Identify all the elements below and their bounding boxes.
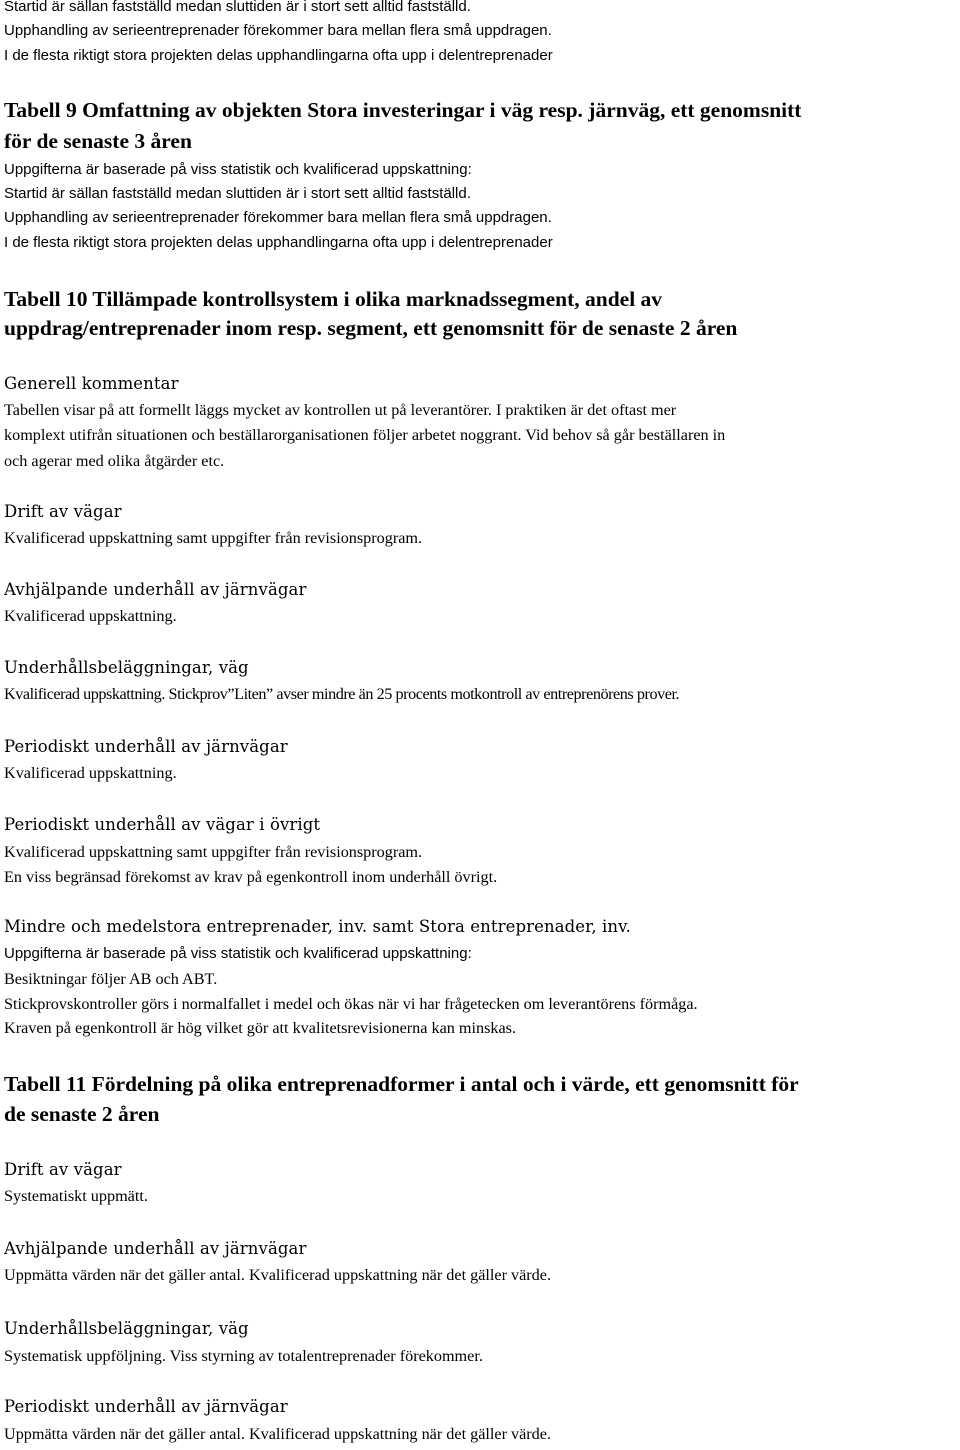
t11-pjarn-heading: Periodiskt underhåll av järnvägar — [4, 1397, 288, 1416]
t11-drift-text: Systematiskt uppmätt. — [4, 1187, 148, 1205]
table9-line-1: Uppgifterna är baserade på viss statistik och kvalificerad uppskattning: — [4, 161, 472, 178]
intro-line-2: Upphandling av serieentreprenader förekommer bara mellan flera små uppdragen. — [4, 22, 552, 39]
t10-mindre-line-1: Uppgifterna är baserade på viss statistik och kvalificerad uppskattning: — [4, 945, 472, 962]
t10-ubel-heading: Underhållsbeläggningar, väg — [4, 658, 249, 677]
general-comment-line-3: och agerar med olika åtgärder etc. — [4, 452, 225, 470]
t11-drift-heading: Drift av vägar — [4, 1160, 122, 1179]
t10-pjarn-heading: Periodiskt underhåll av järnvägar — [4, 737, 288, 756]
general-comment-heading: Generell kommentar — [4, 374, 179, 393]
t10-avhj-heading: Avhjälpande underhåll av järnvägar — [4, 580, 307, 599]
t10-drift-text: Kvalificerad uppskattning samt uppgifter från revisionsprogram. — [4, 529, 423, 547]
general-comment-line-1: Tabellen visar på att formellt läggs mycket av kontrollen ut på leverantörer. I praktiken är det oftast mer — [4, 401, 677, 419]
table11-title-line1: Tabell 11 Fördelning på olika entreprenadformer i antal och i värde, ett genomsnitt för — [4, 1072, 799, 1096]
table10-title-line1: Tabell 10 Tillämpade kontrollsystem i olika marknadssegment, andel av — [4, 287, 663, 311]
table9-line-3: Upphandling av serieentreprenader förekommer bara mellan flera små uppdragen. — [4, 209, 552, 226]
t10-mindre-line-4: Kraven på egenkontroll är hög vilket gör att kvalitetsrevisionerna kan minskas. — [4, 1019, 517, 1037]
t10-povr-heading: Periodiskt underhåll av vägar i övrigt — [4, 815, 321, 834]
t11-ubel-heading: Underhållsbeläggningar, väg — [4, 1319, 249, 1338]
table9-line-2: Startid är sällan fastställd medan sluttiden är i stort sett alltid fastställd. — [4, 185, 471, 202]
table9-line-4: I de flesta riktigt stora projekten delas upphandlingarna ofta upp i delentreprenader — [4, 234, 553, 251]
table9-title-line2: för de senaste 3 åren — [4, 129, 192, 153]
t10-mindre-line-3: Stickprovskontroller görs i normalfallet i medel och ökas när vi har frågetecken om leverantörens förmåga. — [4, 995, 698, 1013]
t10-avhj-text: Kvalificerad uppskattning. — [4, 607, 177, 625]
t10-povr-line-1: Kvalificerad uppskattning samt uppgifter från revisionsprogram. — [4, 843, 423, 861]
t10-mindre-heading: Mindre och medelstora entreprenader, inv. samt Stora entreprenader, inv. — [4, 917, 631, 936]
t11-avhj-heading: Avhjälpande underhåll av järnvägar — [4, 1239, 307, 1258]
t10-ubel-text: Kvalificerad uppskattning. Stickprov”Liten” avser mindre än 25 procents motkontroll av entreprenörens prover. — [4, 685, 680, 703]
t10-povr-line-2: En viss begränsad förekomst av krav på egenkontroll inom underhåll övrigt. — [4, 868, 498, 886]
t11-pjarn-text: Uppmätta värden när det gäller antal. Kvalificerad uppskattning när det gäller värde. — [4, 1425, 551, 1443]
table11-title-line2: de senaste 2 åren — [4, 1102, 160, 1126]
intro-line-3: I de flesta riktigt stora projekten delas upphandlingarna ofta upp i delentreprenader — [4, 47, 553, 64]
general-comment-line-2: komplext utifrån situationen och beställarorganisationen följer arbetet noggrant. Vid behov så går beställaren in — [4, 426, 726, 444]
t10-drift-heading: Drift av vägar — [4, 502, 122, 521]
t11-avhj-text: Uppmätta värden när det gäller antal. Kvalificerad uppskattning när det gäller värde. — [4, 1266, 551, 1284]
t10-pjarn-text: Kvalificerad uppskattning. — [4, 764, 177, 782]
t11-ubel-text: Systematisk uppföljning. Viss styrning av totalentreprenader förekommer. — [4, 1347, 483, 1365]
table10-title-line2: uppdrag/entreprenader inom resp. segment, ett genomsnitt för de senaste 2 åren — [4, 316, 738, 340]
table9-title-line1: Tabell 9 Omfattning av objekten Stora investeringar i väg resp. järnväg, ett genomsnitt — [4, 98, 802, 122]
intro-line-1: Startid är sällan fastställd medan sluttiden är i stort sett alltid fastställd. — [4, 0, 471, 15]
t10-mindre-line-2: Besiktningar följer AB och ABT. — [4, 970, 218, 988]
